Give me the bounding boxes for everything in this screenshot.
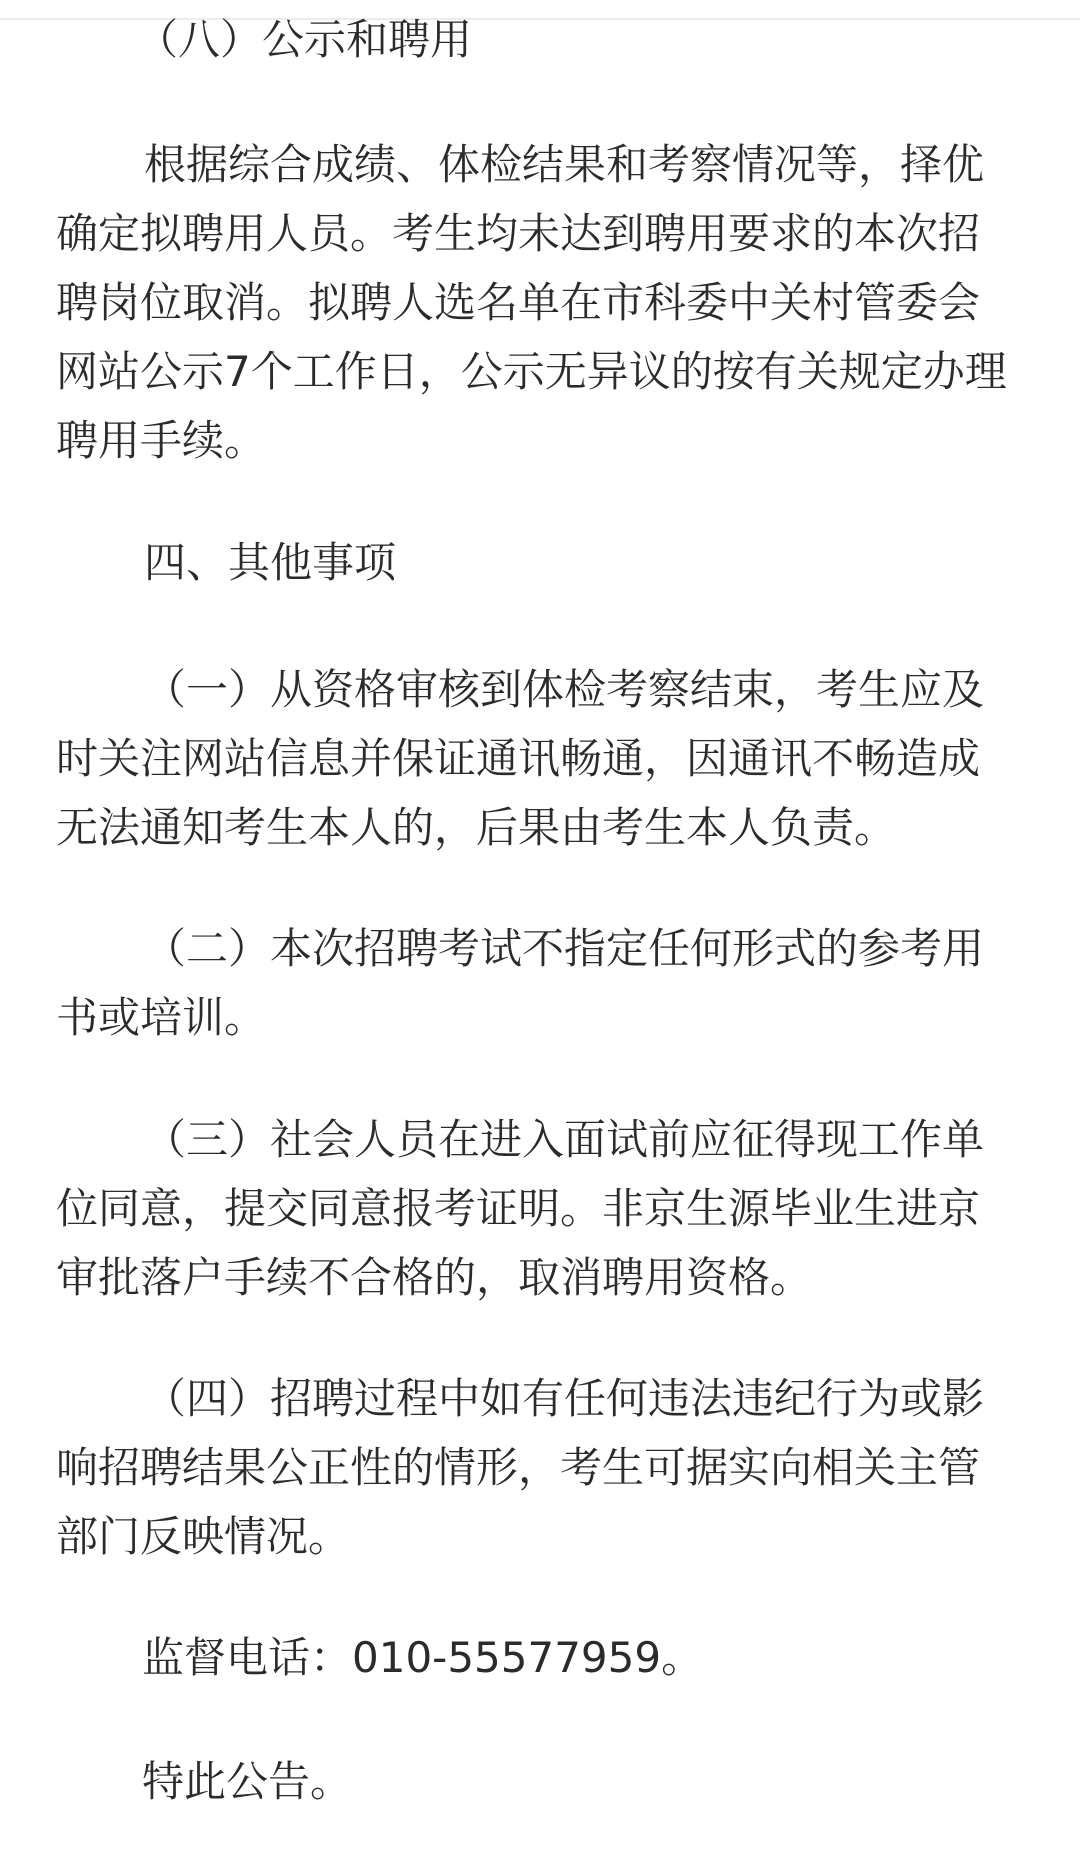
paragraph-line: 部门反映情况。 <box>56 1512 351 1561</box>
paragraph-line: 网站公示7个工作日，公示无异议的按有关规定办理 <box>56 347 1007 396</box>
section-title: 四、其他事项 <box>144 538 397 587</box>
hotline-text: 监督电话：010-55577959。 <box>142 1633 704 1682</box>
paragraph-line: 聘用手续。 <box>56 416 267 465</box>
paragraph-line: 时关注网站信息并保证通讯畅通，因通讯不畅造成 <box>56 734 981 783</box>
paragraph-line: 响招聘结果公正性的情形，考生可据实向相关主管 <box>56 1443 981 1492</box>
section-heading: （八）公示和聘用 <box>136 15 473 64</box>
paragraph-line: （三）社会人员在进入面试前应征得现工作单 <box>144 1115 985 1164</box>
closing-text: 特此公告。 <box>142 1757 353 1806</box>
paragraph-line: 无法通知考生本人的，后果由考生本人负责。 <box>56 803 897 852</box>
paragraph-line: 聘岗位取消。拟聘人选名单在市科委中关村管委会 <box>56 278 981 327</box>
paragraph-line: 确定拟聘用人员。考生均未达到聘用要求的本次招 <box>56 209 981 258</box>
paragraph-line: 根据综合成绩、体检结果和考察情况等，择优 <box>144 140 985 189</box>
paragraph-line: 书或培训。 <box>56 993 267 1042</box>
paragraph-line: 审批落户手续不合格的，取消聘用资格。 <box>56 1253 813 1302</box>
paragraph-line: （二）本次招聘考试不指定任何形式的参考用 <box>144 924 985 973</box>
paragraph-line: （四）招聘过程中如有任何违法违纪行为或影 <box>144 1374 985 1423</box>
paragraph-line: （一）从资格审核到体检考察结束，考生应及 <box>144 665 985 714</box>
paragraph-line: 位同意，提交同意报考证明。非京生源毕业生进京 <box>56 1184 981 1233</box>
